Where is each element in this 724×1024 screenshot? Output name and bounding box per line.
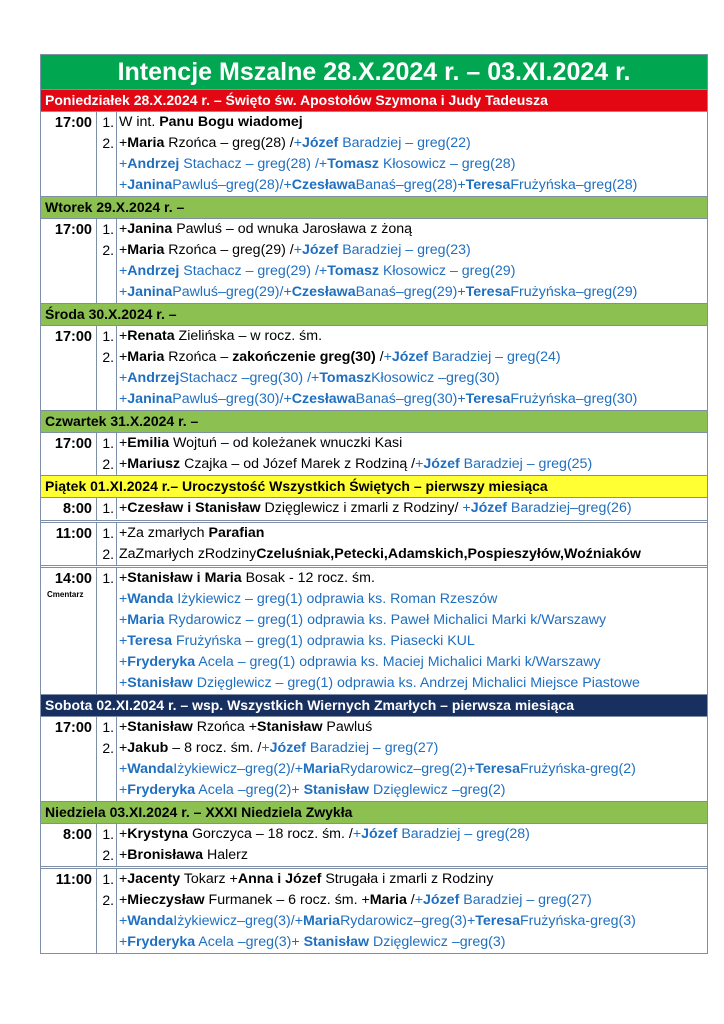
text-segment: Zielińska – w rocz. śm. (174, 328, 323, 344)
text-segment: + (119, 177, 128, 193)
text-segment: Acela – greg(1) odprawia ks. Maciej Michalici Marki k/Warszawy (195, 654, 601, 670)
text-segment: Rydarowicz – greg(1) odprawia ks. Paweł Michalici Marki k/Warszawy (164, 612, 607, 628)
text-segment: + (462, 500, 471, 516)
intention-list (97, 523, 707, 565)
intention-text (117, 568, 707, 694)
text-segment: + (261, 740, 270, 756)
text-segment: + (119, 263, 128, 279)
text-segment: + (119, 370, 128, 386)
text-segment: Stachacz –greg(30) /+ (179, 370, 320, 386)
text-segment: + (119, 633, 128, 649)
mass-time (41, 326, 97, 410)
text-segment: Teresa (475, 913, 520, 929)
text-segment: + (119, 242, 128, 258)
intention-line (119, 759, 707, 780)
intention-item (97, 869, 707, 890)
mass-time-value: 11:00 (55, 526, 92, 542)
intention-text (117, 824, 707, 845)
text-segment: Maria (369, 892, 407, 908)
text-segment: Tokarz + (180, 871, 238, 887)
mass-block (41, 497, 707, 520)
intention-line (119, 175, 707, 196)
mass-time (41, 717, 97, 801)
intention-item (97, 568, 707, 694)
mass-block (41, 866, 707, 953)
text-segment: Anna i Józef (237, 871, 322, 887)
text-segment: + (119, 782, 128, 798)
text-segment: + (119, 221, 128, 237)
intention-text (117, 112, 707, 133)
text-segment: Józef (302, 135, 339, 151)
text-segment: Dzięglewicz –greg(3) (369, 934, 506, 950)
text-segment: Jakub (127, 740, 169, 756)
text-segment: ZaZmarłych zRodziny (119, 546, 257, 562)
intention-line (119, 673, 707, 694)
intention-item (97, 326, 707, 347)
intention-line (119, 845, 707, 866)
intention-text (117, 433, 707, 454)
text-segment: + (119, 328, 128, 344)
intention-text (117, 738, 707, 801)
intention-text (117, 347, 707, 410)
intention-list (97, 498, 707, 520)
intention-item (97, 347, 707, 410)
text-segment: – 8 rocz. śm. / (168, 740, 262, 756)
intention-text (117, 240, 707, 303)
mass-time (41, 824, 97, 866)
intention-line (119, 780, 707, 801)
text-segment: + (119, 156, 128, 172)
mass-time (41, 112, 97, 196)
text-segment: Pawluś–greg(28)/+ (172, 177, 292, 193)
intention-item (97, 890, 707, 953)
text-segment: Andrzej (127, 263, 180, 279)
intention-text (117, 523, 707, 544)
day-header: Poniedziałek 28.X.2024 r. – Święto św. Apostołów Szymona i Judy Tadeusza (41, 89, 707, 111)
text-segment: Rydarowicz–greg(2)+ (340, 761, 476, 777)
text-segment: Panu Bogu wiadomej (159, 114, 303, 130)
intention-line (119, 610, 707, 631)
text-segment: + (415, 456, 424, 472)
text-segment: Janina (127, 284, 173, 300)
intention-text (117, 498, 707, 519)
intention-text (117, 219, 707, 240)
intention-line (119, 717, 707, 738)
text-segment: Baradziej–greg(26) (506, 500, 632, 516)
text-segment: Andrzej (127, 370, 180, 386)
text-segment: Mariusz (127, 456, 181, 472)
text-segment: Wanda (127, 913, 174, 929)
page-title: Intencje Mszalne 28.X.2024 r. – 03.XI.2024 r. (41, 55, 707, 89)
text-segment: Pawluś–greg(30)/+ (172, 391, 292, 407)
text-segment: + (119, 135, 128, 151)
text-segment: Wanda (127, 591, 174, 607)
intention-item (97, 523, 707, 544)
text-segment: Stanisław (303, 934, 370, 950)
text-segment: Stanisław (303, 782, 370, 798)
intention-line (119, 326, 707, 347)
day-header: Niedziela 03.XI.2024 r. – XXXI Niedziela Zwykła (41, 801, 707, 823)
text-segment: Józef (423, 892, 460, 908)
text-segment: Maria (127, 349, 165, 365)
intention-line (119, 219, 707, 240)
text-segment: Iżykiewicz–greg(3)/+ (173, 913, 303, 929)
text-segment: Józef (470, 500, 507, 516)
intention-number: 1. (97, 824, 117, 845)
intention-line (119, 282, 707, 303)
intention-line (119, 454, 707, 475)
text-segment: Czesław i Stanisław (127, 500, 261, 516)
intention-line (119, 240, 707, 261)
text-segment: Baradziej – greg(22) (338, 135, 471, 151)
text-segment: Fryderyka (127, 934, 196, 950)
intention-number: 1. (97, 498, 117, 519)
text-segment: Jacenty (127, 871, 181, 887)
text-segment: / (406, 892, 415, 908)
mass-block (41, 325, 707, 410)
text-segment: Teresa (465, 391, 511, 407)
text-segment: Halerz (203, 847, 248, 863)
intention-line (119, 568, 707, 589)
text-segment: Renata (127, 328, 175, 344)
intention-number: 1. (97, 433, 117, 454)
text-segment: Frużyńska–greg(29) (510, 284, 638, 300)
intention-line (119, 869, 707, 890)
text-segment: Rzońca – (164, 349, 233, 365)
mass-time-value: 11:00 (55, 872, 92, 888)
text-segment: Baradziej – greg(25) (459, 456, 593, 472)
text-segment: Kłosowicz – greg(29) (379, 263, 516, 279)
mass-time-value: 17:00 (54, 222, 92, 238)
intention-text (117, 869, 707, 890)
text-segment: Mieczysław (127, 892, 205, 908)
text-segment: Stachacz – greg(28) / (179, 156, 319, 172)
intention-line (119, 932, 707, 953)
text-segment: Dzięglewicz – greg(1) odprawia ks. Andrzej Michalici Miejsce Piastowe (192, 675, 640, 691)
text-segment: Baradziej – greg(27) (459, 892, 592, 908)
text-segment: Acela –greg(2)+ (195, 782, 304, 798)
intention-line (119, 154, 707, 175)
intention-number: 1. (97, 869, 117, 890)
intention-line (119, 498, 707, 519)
text-segment: + (293, 135, 302, 151)
day-header: Sobota 02.XI.2024 r. – wsp. Wszystkich Wiernych Zmarłych – pierwsza miesiąca (41, 694, 707, 716)
text-segment: Rzońca + (192, 719, 258, 735)
text-segment: + (119, 934, 128, 950)
intention-list (97, 326, 707, 410)
intention-item (97, 845, 707, 866)
text-segment: Dzięglewicz i zmarli z Rodziny/ (260, 500, 463, 516)
text-segment: Czesława (291, 391, 356, 407)
intention-line (119, 890, 707, 911)
text-segment: Fryderyka (127, 654, 196, 670)
intention-number: 1. (97, 568, 117, 694)
text-segment: Dzięglewicz –greg(2) (369, 782, 506, 798)
mass-block (41, 823, 707, 866)
text-segment: + (293, 242, 302, 258)
intention-text (117, 133, 707, 196)
mass-block (41, 111, 707, 196)
intention-number: 2. (97, 347, 117, 410)
mass-block (41, 565, 707, 694)
text-segment: + (119, 654, 128, 670)
text-segment: + (119, 391, 128, 407)
text-segment: + (119, 435, 128, 451)
text-segment: Tomasz (319, 370, 372, 386)
text-segment: Bronisława (127, 847, 203, 863)
text-segment: Frużyńska – greg(1) odprawia ks. Piasecki KUL (172, 633, 475, 649)
intention-line (119, 368, 707, 389)
intention-list (97, 112, 707, 196)
text-segment: + (119, 761, 128, 777)
text-segment: Frużyńska–greg(28) (510, 177, 638, 193)
text-segment: Czesława (291, 284, 356, 300)
mass-time (41, 219, 97, 303)
mass-time-value: 8:00 (62, 501, 92, 517)
intention-list (97, 433, 707, 475)
mass-time (41, 433, 97, 475)
text-segment: + (119, 675, 128, 691)
text-segment: + (119, 349, 128, 365)
text-segment: Banaś–greg(28)+ (355, 177, 466, 193)
intention-line (119, 589, 707, 610)
text-segment: + (119, 826, 128, 842)
text-segment: Kłosowicz –greg(30) (371, 370, 500, 386)
mass-time-value: 17:00 (54, 115, 92, 131)
intentions-sheet (40, 54, 708, 954)
intention-text (117, 890, 707, 953)
text-segment: W int. (119, 114, 160, 130)
text-segment: Wojtuń – od koleżanek wnuczki Kasi (169, 435, 403, 451)
intention-item (97, 544, 707, 565)
intention-item (97, 824, 707, 845)
intention-item (97, 738, 707, 801)
intention-number: 1. (97, 112, 117, 133)
mass-block (41, 432, 707, 475)
text-segment: Wanda (127, 761, 174, 777)
text-segment: Józef (391, 349, 429, 365)
text-segment: Pawluś–greg(29)/+ (172, 284, 292, 300)
text-segment: Frużyńska-greg(3) (520, 913, 636, 929)
mass-block (41, 218, 707, 303)
text-segment: Janina (127, 221, 173, 237)
text-segment: Rzońca – greg(28) / (164, 135, 294, 151)
text-segment: Teresa (465, 284, 511, 300)
text-segment: Kłosowicz – greg(28) (379, 156, 516, 172)
intention-number: 2. (97, 544, 117, 565)
text-segment: + (119, 570, 128, 586)
intention-line (119, 911, 707, 932)
text-segment: Krystyna (127, 826, 189, 842)
intention-item (97, 219, 707, 240)
mass-time (41, 869, 97, 953)
intention-line (119, 738, 707, 759)
days-list (41, 89, 707, 953)
intention-text (117, 544, 707, 565)
text-segment: Parafian (208, 525, 265, 541)
mass-block (41, 716, 707, 801)
text-segment: + (119, 612, 128, 628)
text-segment: Teresa (465, 177, 511, 193)
text-segment: Maria (127, 242, 165, 258)
text-segment: Czesława (291, 177, 356, 193)
intention-line (119, 389, 707, 410)
intention-number: 2. (97, 845, 117, 866)
mass-time-value: 8:00 (62, 827, 92, 843)
day-header: Wtorek 29.X.2024 r. – (41, 196, 707, 218)
text-segment: + (119, 847, 128, 863)
intention-text (117, 326, 707, 347)
text-segment: Gorczyca – 18 rocz. śm. / (188, 826, 353, 842)
text-segment: + (119, 719, 128, 735)
text-segment: Teresa (475, 761, 520, 777)
mass-time-value: 17:00 (54, 329, 92, 345)
intention-text (117, 845, 707, 866)
text-segment: + (119, 591, 128, 607)
text-segment: Emilia (127, 435, 170, 451)
intention-number: 1. (97, 523, 117, 544)
intention-list (97, 219, 707, 303)
intention-item (97, 240, 707, 303)
text-segment: Banaś–greg(30)+ (355, 391, 466, 407)
intention-list (97, 869, 707, 953)
intention-line (119, 631, 707, 652)
intention-item (97, 433, 707, 454)
text-segment: Tomasz (327, 156, 379, 172)
intention-line (119, 261, 707, 282)
mass-time (41, 498, 97, 520)
text-segment: Iżykiewicz – greg(1) odprawia ks. Roman Rzeszów (173, 591, 498, 607)
text-segment: Józef (302, 242, 339, 258)
intention-number: 2. (97, 738, 117, 801)
intention-list (97, 568, 707, 694)
text-segment: Stachacz – greg(29) / (179, 263, 319, 279)
day-header: Środa 30.X.2024 r. – (41, 303, 707, 325)
text-segment: Baradziej – greg(23) (338, 242, 471, 258)
intention-line (119, 523, 707, 544)
text-segment: Stanisław (257, 719, 323, 735)
text-segment: Iżykiewicz–greg(2)/+ (173, 761, 303, 777)
text-segment: Banaś–greg(29)+ (355, 284, 466, 300)
text-segment: Czajka – od Józef Marek z Rodziną / (180, 456, 416, 472)
text-segment: + (119, 871, 128, 887)
intention-list (97, 824, 707, 866)
day-header: Piątek 01.XI.2024 r.– Uroczystość Wszystkich Świętych – pierwszy miesiąca (41, 475, 707, 497)
text-segment: Baradziej – greg(28) (397, 826, 530, 842)
text-segment: Frużyńska-greg(2) (520, 761, 636, 777)
mass-time (41, 568, 97, 694)
text-segment: + (119, 500, 128, 516)
text-segment: Maria (303, 913, 341, 929)
intention-line (119, 824, 707, 845)
text-segment: Stanisław (127, 719, 193, 735)
intention-item (97, 717, 707, 738)
intention-number: 2. (97, 454, 117, 475)
text-segment: + (119, 456, 128, 472)
intention-line (119, 133, 707, 154)
intention-list (97, 717, 707, 801)
text-segment: + (318, 156, 328, 172)
intention-item (97, 133, 707, 196)
text-segment: + (119, 892, 128, 908)
text-segment: Józef (361, 826, 398, 842)
text-segment: Maria (303, 761, 341, 777)
text-segment: Teresa (127, 633, 172, 649)
mass-block (41, 520, 707, 565)
text-segment: Stanisław i Maria (127, 570, 242, 586)
mass-time-value: 14:00 (54, 571, 92, 587)
text-segment: + (352, 826, 362, 842)
text-segment: + (318, 263, 328, 279)
text-segment: +Za zmarłych (119, 525, 209, 541)
text-segment: Fryderyka (127, 782, 196, 798)
text-segment: + (383, 349, 392, 365)
text-segment: Pawluś (322, 719, 373, 735)
intention-line (119, 652, 707, 673)
text-segment: + (119, 740, 128, 756)
text-segment: Rydarowicz–greg(3)+ (340, 913, 476, 929)
text-segment: Bosak - 12 rocz. śm. (241, 570, 375, 586)
text-segment: Andrzej (127, 156, 180, 172)
mass-location: Cmentarz (47, 590, 84, 599)
text-segment: Acela –greg(3)+ (195, 934, 304, 950)
mass-time-value: 17:00 (54, 720, 92, 736)
text-segment: + (119, 284, 128, 300)
intention-text (117, 717, 707, 738)
text-segment: zakończenie greg(30) (232, 349, 376, 365)
intention-item (97, 498, 707, 519)
text-segment: + (414, 892, 424, 908)
intention-line (119, 433, 707, 454)
text-segment: Janina (127, 391, 173, 407)
intention-line (119, 347, 707, 368)
text-segment: Furmanek – 6 rocz. śm. + (204, 892, 370, 908)
intention-number: 1. (97, 717, 117, 738)
text-segment: / (375, 349, 384, 365)
text-segment: Janina (127, 177, 173, 193)
intention-item (97, 454, 707, 475)
intention-number: 1. (97, 219, 117, 240)
text-segment: + (119, 913, 128, 929)
intention-item (97, 112, 707, 133)
intention-line (119, 112, 707, 133)
intention-number: 2. (97, 133, 117, 196)
intention-number: 1. (97, 326, 117, 347)
text-segment: Tomasz (327, 263, 379, 279)
mass-time-value: 17:00 (54, 436, 92, 452)
day-header: Czwartek 31.X.2024 r. – (41, 410, 707, 432)
text-segment: Rzońca – greg(29) / (164, 242, 294, 258)
text-segment: Frużyńska–greg(30) (510, 391, 638, 407)
text-segment: Maria (127, 612, 165, 628)
intention-text (117, 454, 707, 475)
text-segment: Pawluś – od wnuka Jarosława z żoną (172, 221, 412, 237)
text-segment: Józef (269, 740, 306, 756)
text-segment: Stanisław (127, 675, 193, 691)
text-segment: Czeluśniak,Petecki,Adamskich,Pospieszyłów,Woźniaków (256, 546, 641, 562)
intention-line (119, 544, 707, 565)
text-segment: Baradziej – greg(27) (305, 740, 439, 756)
text-segment: Józef (423, 456, 460, 472)
text-segment: Strugała i zmarli z Rodziny (321, 871, 494, 887)
intention-number: 2. (97, 240, 117, 303)
mass-time (41, 523, 97, 565)
intention-number: 2. (97, 890, 117, 953)
text-segment: Baradziej – greg(24) (428, 349, 561, 365)
text-segment: Maria (127, 135, 165, 151)
